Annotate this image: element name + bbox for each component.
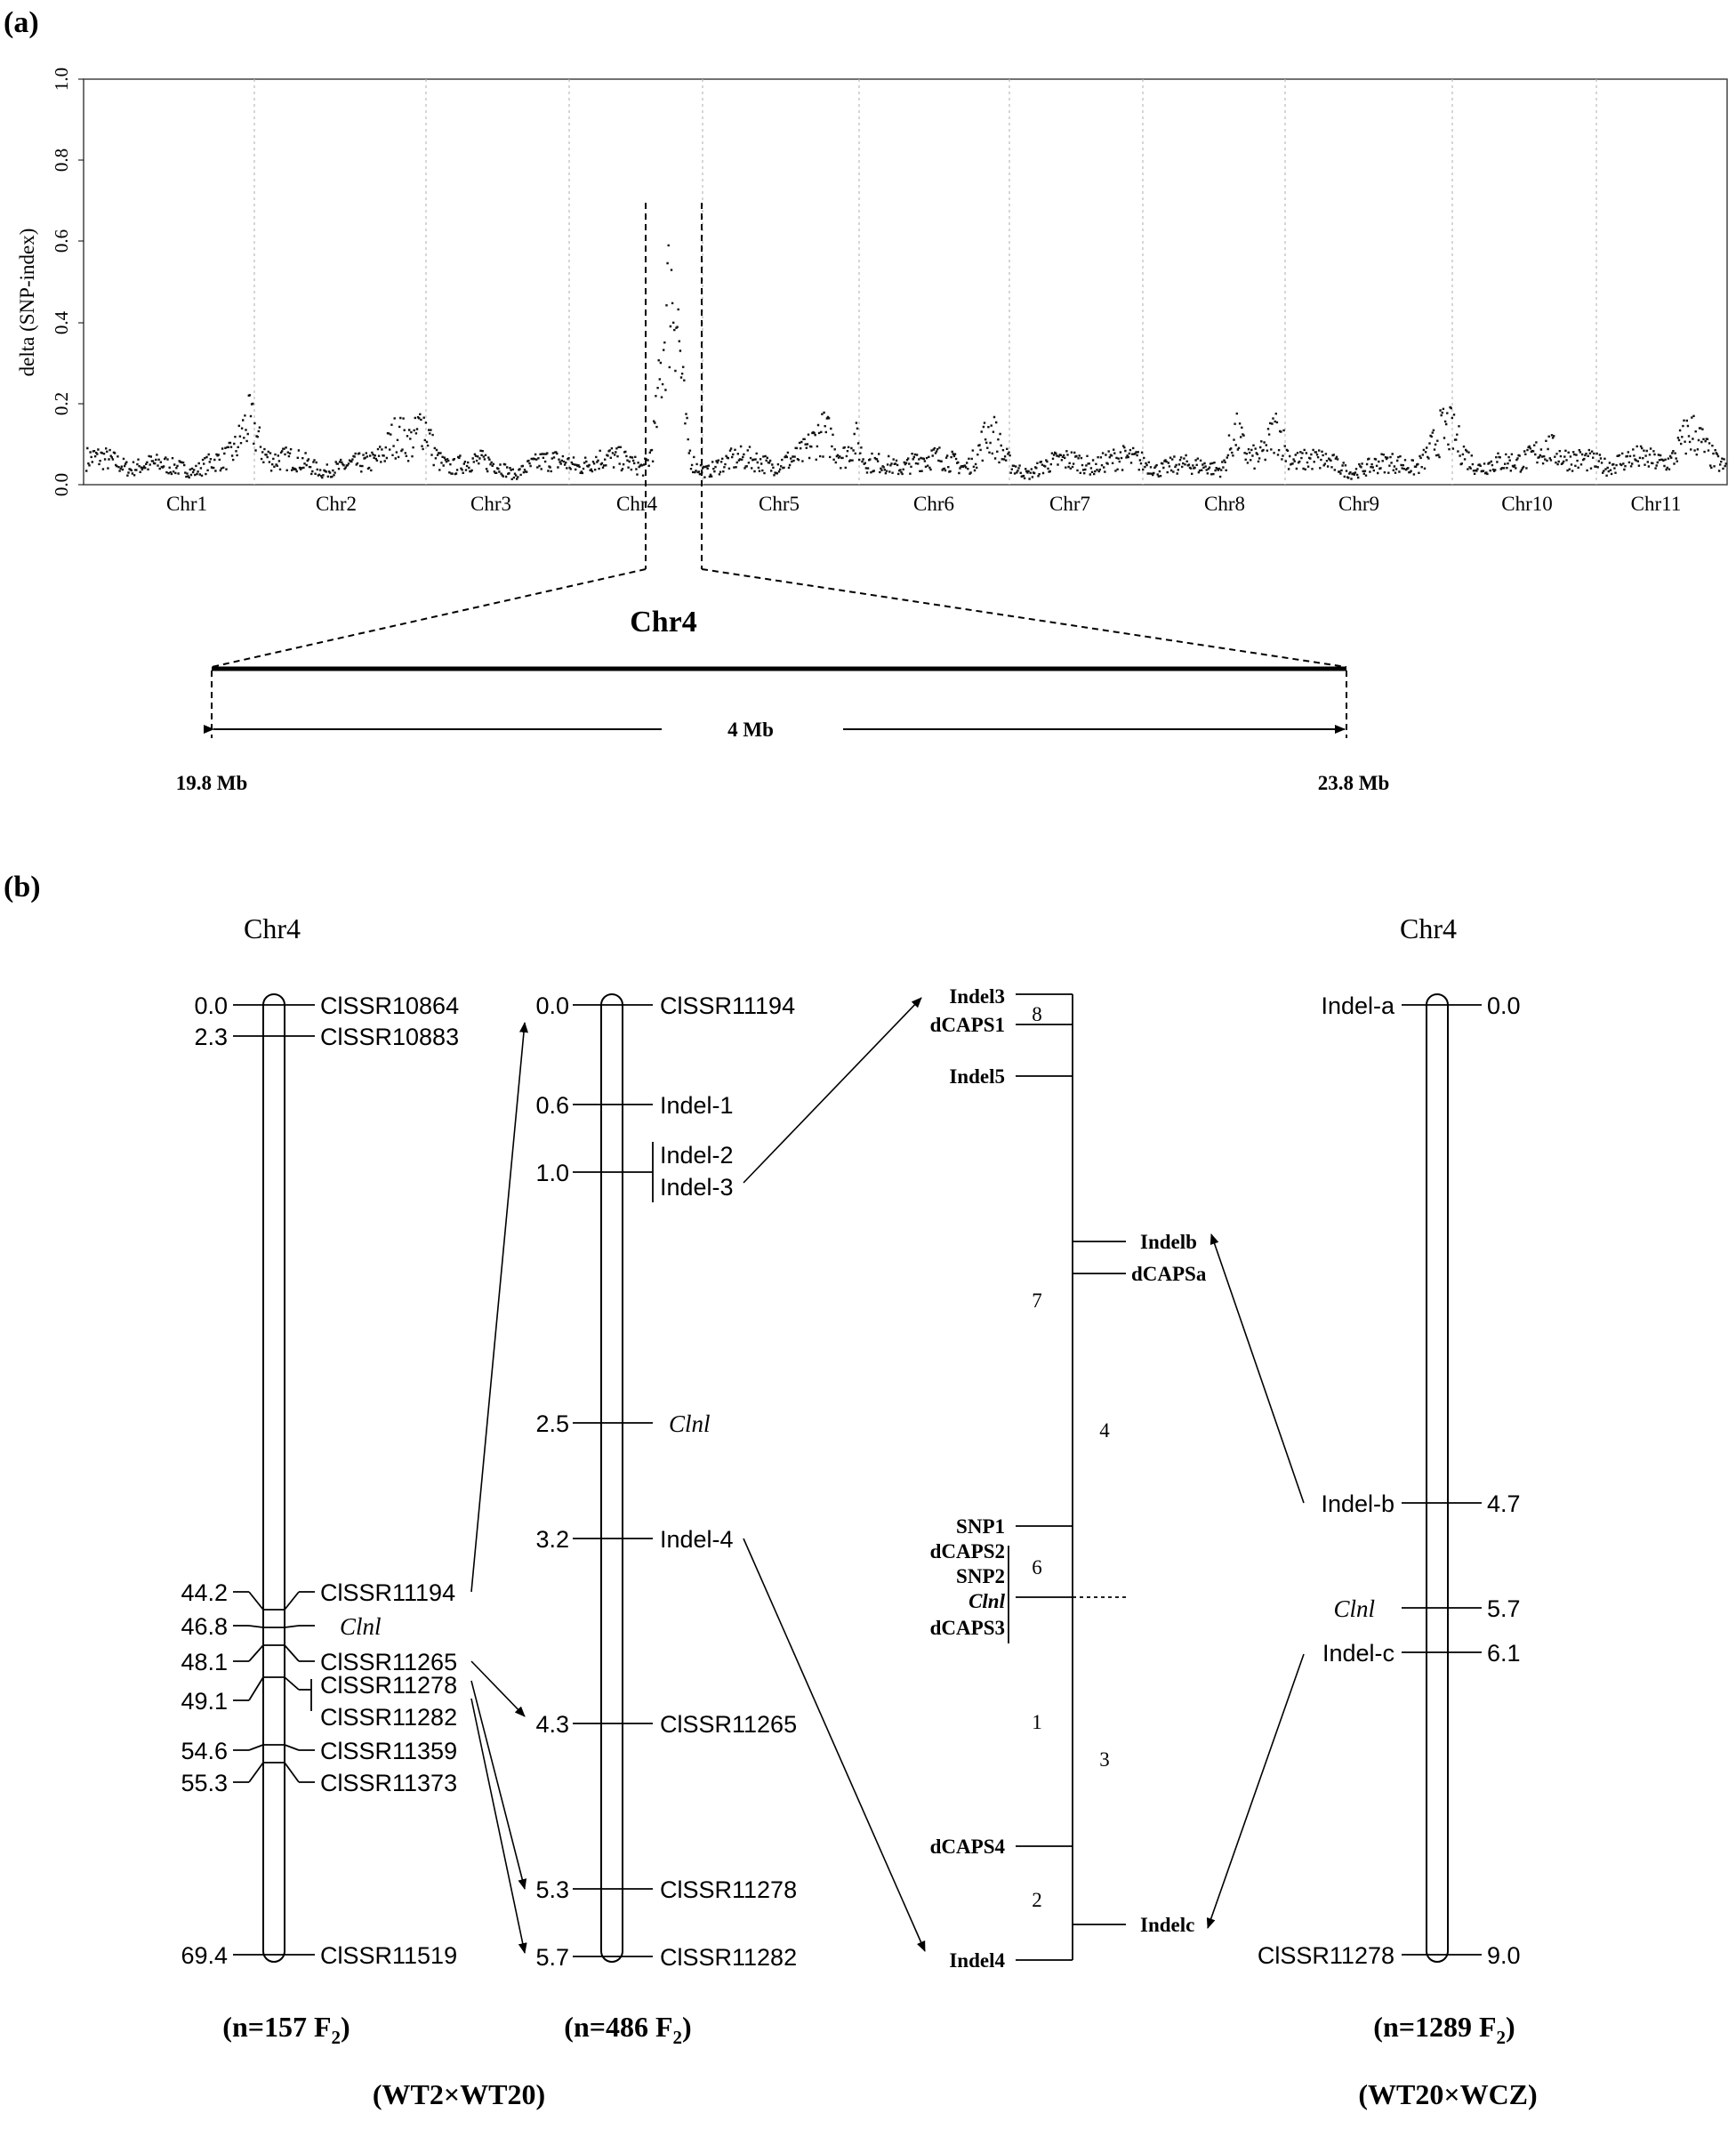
panel-b-label: (b) <box>4 871 41 904</box>
map2-pos: 1.0 <box>535 1160 569 1186</box>
map2-chromosome <box>601 994 623 1962</box>
map3-pos: 9.0 <box>1487 1942 1521 1969</box>
y-axis-label: delta (SNP-index) <box>16 228 38 377</box>
map3-pos: 6.1 <box>1487 1640 1521 1667</box>
map3-chromosome <box>1427 994 1448 1962</box>
map3-pos: 5.7 <box>1487 1595 1521 1622</box>
chr-label: Chr11 <box>1630 493 1682 515</box>
map2-marker: Indel-4 <box>660 1526 734 1553</box>
map2-positions <box>535 992 569 1971</box>
physical-marker: Indel4 <box>949 1949 1005 1972</box>
map1-pos: 46.8 <box>181 1613 228 1640</box>
recombinant-counts <box>1032 1003 1110 1911</box>
map2-pos: 5.7 <box>535 1944 569 1971</box>
map3-markers <box>1258 992 1395 1969</box>
map1-map2-connectors <box>471 1023 525 1953</box>
plot-frame <box>84 79 1727 485</box>
physical-marker: SNP2 <box>956 1565 1005 1587</box>
y-ticks <box>51 68 84 496</box>
map2-markers <box>660 992 797 1971</box>
map1-pos: 2.3 <box>194 1024 228 1050</box>
chr-label: Chr3 <box>470 493 511 515</box>
chr-label: Chr7 <box>1049 493 1090 515</box>
y-tick-label: 0.4 <box>51 310 72 335</box>
map3-marker: ClSSR11278 <box>1257 1942 1394 1969</box>
map2-population: (n=486 $F_2$) <box>564 2011 692 2048</box>
map2-marker: ClSSR11194 <box>660 992 796 1019</box>
physical-marker: Indel5 <box>949 1065 1005 1088</box>
y-tick-label: 1.0 <box>51 67 72 92</box>
map1-pos: 0.0 <box>194 992 228 1019</box>
recombinant-count: 7 <box>1032 1289 1042 1312</box>
recombinant-count: 6 <box>1032 1556 1042 1579</box>
map1-population: (n=157 $F_2$) <box>222 2011 350 2048</box>
physical-marker: SNP1 <box>956 1515 1005 1538</box>
y-tick-label: 0.2 <box>51 391 72 416</box>
map1-marker: ClSSR11265 <box>320 1649 458 1675</box>
map2-marker-gene: Clnl <box>669 1410 711 1437</box>
zoom-title: Chr4 <box>630 606 697 639</box>
map3-population: (n=1289 $F_2$) <box>1373 2011 1515 2048</box>
recombinant-count: 3 <box>1099 1748 1110 1771</box>
map2-marker: Indel-3 <box>660 1174 734 1201</box>
map1-title: Chr4 <box>244 912 301 944</box>
map2-physical-connectors <box>743 998 925 1951</box>
map3-pos: 0.0 <box>1487 992 1521 1019</box>
recombinant-count: 4 <box>1099 1419 1110 1442</box>
map3-marker: Indel-b <box>1321 1490 1394 1517</box>
map1-marker: ClSSR11373 <box>320 1770 458 1796</box>
map2-pos: 2.5 <box>535 1410 569 1437</box>
map1-marker-gene: Clnl <box>340 1613 382 1640</box>
physical-map-lines <box>1009 994 1126 1960</box>
y-tick-label: 0.0 <box>51 472 72 497</box>
y-tick-label: 0.6 <box>51 229 72 253</box>
map1-pos: 54.6 <box>181 1738 228 1764</box>
chr-label: Chr2 <box>316 493 357 515</box>
map1-pos: 69.4 <box>181 1942 228 1969</box>
physical-marker: Indelb <box>1140 1231 1197 1253</box>
map3-marker: Indel-a <box>1321 992 1394 1019</box>
chr-label: Chr1 <box>166 493 207 515</box>
map1-positions <box>181 992 228 1969</box>
map2-marker: Indel-2 <box>660 1142 734 1169</box>
snp-points <box>85 245 1727 480</box>
map1-pos: 49.1 <box>181 1688 228 1715</box>
recombinant-count: 1 <box>1032 1711 1042 1733</box>
map1-chromosome <box>263 994 285 1962</box>
physical-marker: dCAPS2 <box>929 1540 1005 1563</box>
physical-marker: dCAPS1 <box>929 1014 1005 1036</box>
physical-right-markers <box>1131 1231 1207 1936</box>
physical-marker: dCAPS4 <box>929 1836 1005 1858</box>
map1-pos: 44.2 <box>181 1579 228 1606</box>
map1-marker: ClSSR11282 <box>320 1704 458 1731</box>
chr-label: Chr9 <box>1338 493 1379 515</box>
map1-marker: ClSSR11359 <box>320 1738 458 1764</box>
span-label: 4 Mb <box>727 719 774 741</box>
chr-label: Chr10 <box>1501 493 1553 515</box>
physical-marker: dCAPS3 <box>929 1617 1005 1639</box>
map1-marker: ClSSR10864 <box>320 992 460 1019</box>
physical-left-markers <box>930 985 1006 1972</box>
physical-marker: Indel3 <box>949 985 1005 1008</box>
map2-pos: 0.0 <box>535 992 569 1019</box>
map2-pos: 3.2 <box>535 1526 569 1553</box>
chr-label: Chr8 <box>1204 493 1245 515</box>
map1-pos: 55.3 <box>181 1770 228 1796</box>
map1-marker: ClSSR11519 <box>320 1942 458 1969</box>
map2-marker: ClSSR11265 <box>660 1711 798 1738</box>
physical-marker-gene: Clnl <box>968 1590 1005 1612</box>
zoom-start-label: 19.8 Mb <box>175 772 248 794</box>
map3-positions <box>1487 992 1521 1969</box>
chr-label: Chr5 <box>759 493 800 515</box>
cross-label-1: (WT2×WT20) <box>372 2078 546 2110</box>
map3-physical-connectors <box>1208 1234 1304 1928</box>
y-tick-label: 0.8 <box>51 148 72 173</box>
panel-a-label: (a) <box>4 6 39 39</box>
chromosome-labels <box>166 493 1681 515</box>
chr-label: Chr6 <box>913 493 954 515</box>
physical-marker: Indelc <box>1140 1914 1195 1936</box>
map2-marker: ClSSR11278 <box>660 1876 798 1903</box>
map1-markers <box>320 992 459 1969</box>
chr-label: Chr4 <box>616 493 657 515</box>
map3-marker-gene: Clnl <box>1333 1595 1375 1622</box>
map1-marker: ClSSR11278 <box>320 1672 458 1699</box>
zoom-end-label: 23.8 Mb <box>1317 772 1390 794</box>
physical-marker: dCAPSa <box>1131 1263 1207 1285</box>
map3-title: Chr4 <box>1400 912 1457 944</box>
map3-pos: 4.7 <box>1487 1490 1521 1517</box>
recombinant-count: 8 <box>1032 1003 1042 1025</box>
map1-marker: ClSSR11194 <box>320 1579 456 1606</box>
map3-marker: Indel-c <box>1322 1640 1394 1667</box>
map2-pos: 0.6 <box>535 1092 569 1119</box>
map2-marker: ClSSR11282 <box>660 1944 798 1971</box>
recombinant-count: 2 <box>1032 1889 1042 1911</box>
map2-pos: 5.3 <box>535 1876 569 1903</box>
snp-index-profile <box>85 245 1727 480</box>
map2-pos: 4.3 <box>535 1711 569 1738</box>
cross-label-2: (WT20×WCZ) <box>1358 2078 1538 2110</box>
map1-marker: ClSSR10883 <box>320 1024 460 1050</box>
map1-pos: 48.1 <box>181 1649 228 1675</box>
chromosome-separators <box>254 79 1596 485</box>
map2-marker: Indel-1 <box>660 1092 734 1119</box>
